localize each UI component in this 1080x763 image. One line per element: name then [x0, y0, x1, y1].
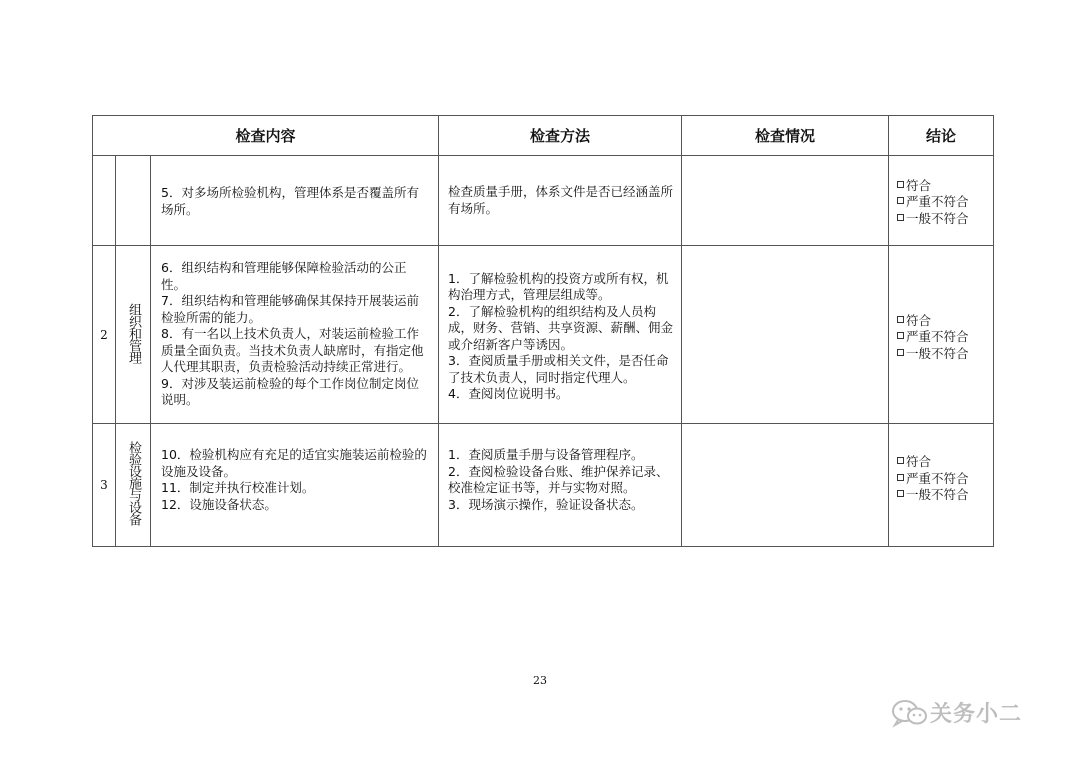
- conclusion-option: 严重不符合: [906, 329, 969, 345]
- content-item: 8．有一名以上技术负责人，对装运前检验工作质量全面负责。当技术负责人缺席时，有指定他人代理其职责，负责检验活动持续正常进行。: [161, 326, 424, 375]
- conclusion-option: 符合: [906, 177, 932, 193]
- method-item: 检查质量手册，体系文件是否已经涵盖所有场所。: [448, 184, 674, 216]
- method-item: 1．查阅质量手册与设备管理程序。: [448, 447, 644, 462]
- inspection-table: [92, 115, 994, 547]
- method-cell: [439, 246, 682, 424]
- conclusion-cell: [889, 246, 994, 424]
- content-item: 9．对涉及装运前检验的每个工作岗位制定岗位说明。: [161, 375, 419, 408]
- conclusion-option: 严重不符合: [906, 470, 969, 486]
- method-item: 3．现场演示操作，验证设备状态。: [448, 496, 644, 512]
- row-category: 检验设施与设备: [116, 424, 151, 547]
- method-cell: [439, 424, 682, 547]
- conclusion-option: 符合: [906, 312, 932, 328]
- table-row: [93, 424, 994, 547]
- conclusion-option: 严重不符合: [906, 194, 969, 210]
- header-situation: 检查情况: [682, 116, 889, 156]
- checkbox-icon: [897, 349, 904, 356]
- page-number: 23: [533, 674, 547, 687]
- content-item: 11．制定并执行校准计划。: [161, 480, 315, 495]
- header-conclusion: 结论: [889, 116, 994, 156]
- checkbox-icon: [897, 316, 904, 323]
- method-cell: [439, 156, 682, 246]
- checkbox-icon: [897, 474, 904, 481]
- checkbox-icon: [897, 490, 904, 497]
- content-item: 12．设施设备状态。: [161, 496, 277, 512]
- method-item: 1．了解检验机构的投资方或所有权，机构治理方式，管理层组成等。: [448, 270, 669, 302]
- method-item: 4．查阅岗位说明书。: [448, 386, 569, 401]
- situation-cell: [682, 246, 889, 424]
- checkbox-icon: [897, 332, 904, 339]
- content-item: 6．组织结构和管理能够保障检验活动的公正性。: [161, 260, 407, 292]
- method-item: 2．了解检验机构的组织结构及人员构成，财务、营销、共享资源、薪酬、佣金或介绍新客户等诱因。: [448, 303, 674, 352]
- conclusion-option: 一般不符合: [906, 345, 969, 361]
- checkbox-icon: [897, 457, 904, 464]
- header-method: 检查方法: [439, 116, 682, 156]
- conclusion-cell: [889, 156, 994, 246]
- method-item: 2．查阅检验设备台账、维护保养记录、校准检定证书等，并与实物对照。: [448, 463, 669, 495]
- conclusion-cell: [889, 424, 994, 547]
- wechat-icon: [890, 698, 930, 728]
- row-number: 3: [93, 424, 116, 547]
- checkbox-icon: [897, 214, 904, 221]
- content-item: 7．组织结构和管理能够确保其保持开展装运前检验所需的能力。: [161, 293, 419, 325]
- table-row: [93, 246, 994, 424]
- situation-cell: [682, 424, 889, 547]
- header-content: 检查内容: [93, 116, 439, 156]
- header-row: [93, 116, 994, 156]
- checkbox-icon: [897, 181, 904, 188]
- conclusion-option: 一般不符合: [906, 487, 969, 503]
- checkbox-icon: [897, 197, 904, 204]
- table-row: [93, 156, 994, 246]
- conclusion-option: 一般不符合: [906, 210, 969, 226]
- content-cell: [151, 246, 439, 424]
- content-cell: [151, 424, 439, 547]
- conclusion-option: 符合: [906, 454, 932, 470]
- row-category: [116, 156, 151, 246]
- method-item: 3．查阅质量手册或相关文件，是否任命了技术负责人，同时指定代理人。: [448, 353, 669, 385]
- row-number: 2: [93, 246, 116, 424]
- row-number: [93, 156, 116, 246]
- content-item: 5．对多场所检验机构，管理体系是否覆盖所有场所。: [161, 185, 419, 217]
- watermark-text: 关务小二: [930, 702, 1023, 727]
- content-item: 10．检验机构应有充足的适宜实施装运前检验的设施及设备。: [161, 447, 427, 479]
- watermark: [890, 697, 1022, 728]
- situation-cell: [682, 156, 889, 246]
- row-category: 组织和管理: [116, 246, 151, 424]
- content-cell: [151, 156, 439, 246]
